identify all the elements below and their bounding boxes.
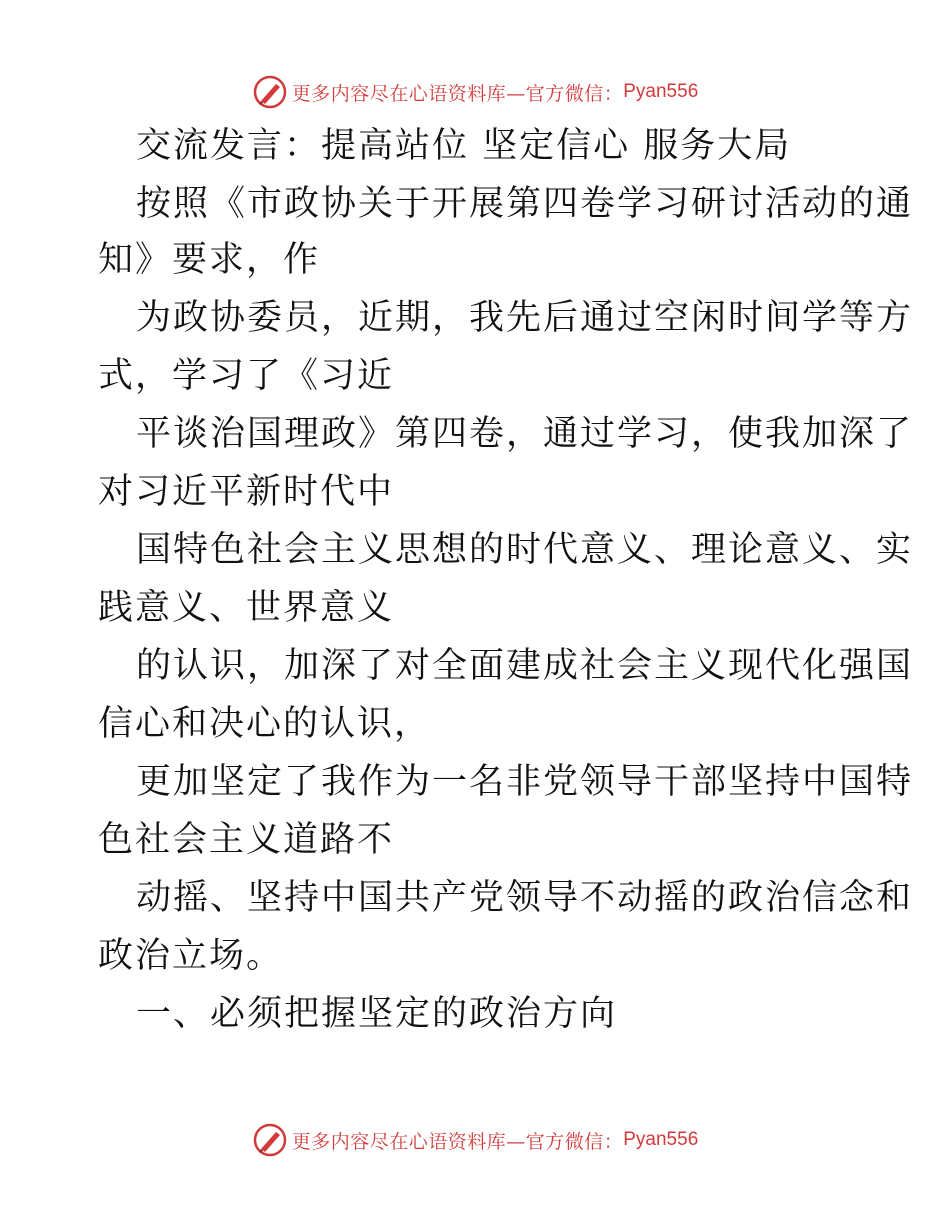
section-heading: 一、必须把握坚定的政治方向	[136, 994, 618, 1034]
paragraph-line: 为政协委员，近期，我先后通过空闲时间学等方	[136, 298, 914, 338]
paragraph-line: 信心和决心的认识，	[98, 704, 432, 744]
header-watermark	[0, 70, 950, 114]
pen-logo-icon	[252, 74, 288, 110]
paragraph-line: 知》要求，作	[98, 240, 321, 280]
paragraph-line: 的认识，加深了对全面建成社会主义现代化强国	[136, 646, 914, 686]
watermark-id: Pyan556	[623, 81, 699, 102]
watermark-id: Pyan556	[623, 1129, 699, 1150]
paragraph-line: 动摇、坚持中国共产党领导不动摇的政治信念和	[136, 878, 914, 918]
watermark-text: 更多内容尽在心语资料库—官方微信：	[291, 82, 624, 105]
paragraph-line: 按照《市政协关于开展第四卷学习研讨活动的通	[136, 184, 914, 224]
paragraph-line: 式，学习了《习近	[98, 356, 395, 396]
document-title: 交流发言：提高站位 坚定信心 服务大局	[136, 126, 792, 166]
paragraph-line: 国特色社会主义思想的时代意义、理论意义、实	[136, 530, 914, 570]
paragraph-line: 更加坚定了我作为一名非党领导干部坚持中国特	[136, 762, 914, 802]
pen-logo-icon	[252, 1122, 288, 1158]
paragraph-line: 平谈治国理政》第四卷，通过学习，使我加深了	[136, 414, 914, 454]
paragraph-line: 践意义、世界意义	[98, 588, 395, 628]
paragraph-line: 对习近平新时代中	[98, 472, 395, 512]
watermark-text: 更多内容尽在心语资料库—官方微信：	[291, 1130, 624, 1153]
paragraph-line: 政治立场。	[98, 936, 284, 976]
footer-watermark	[0, 1118, 950, 1162]
paragraph-line: 色社会主义道路不	[98, 820, 395, 860]
